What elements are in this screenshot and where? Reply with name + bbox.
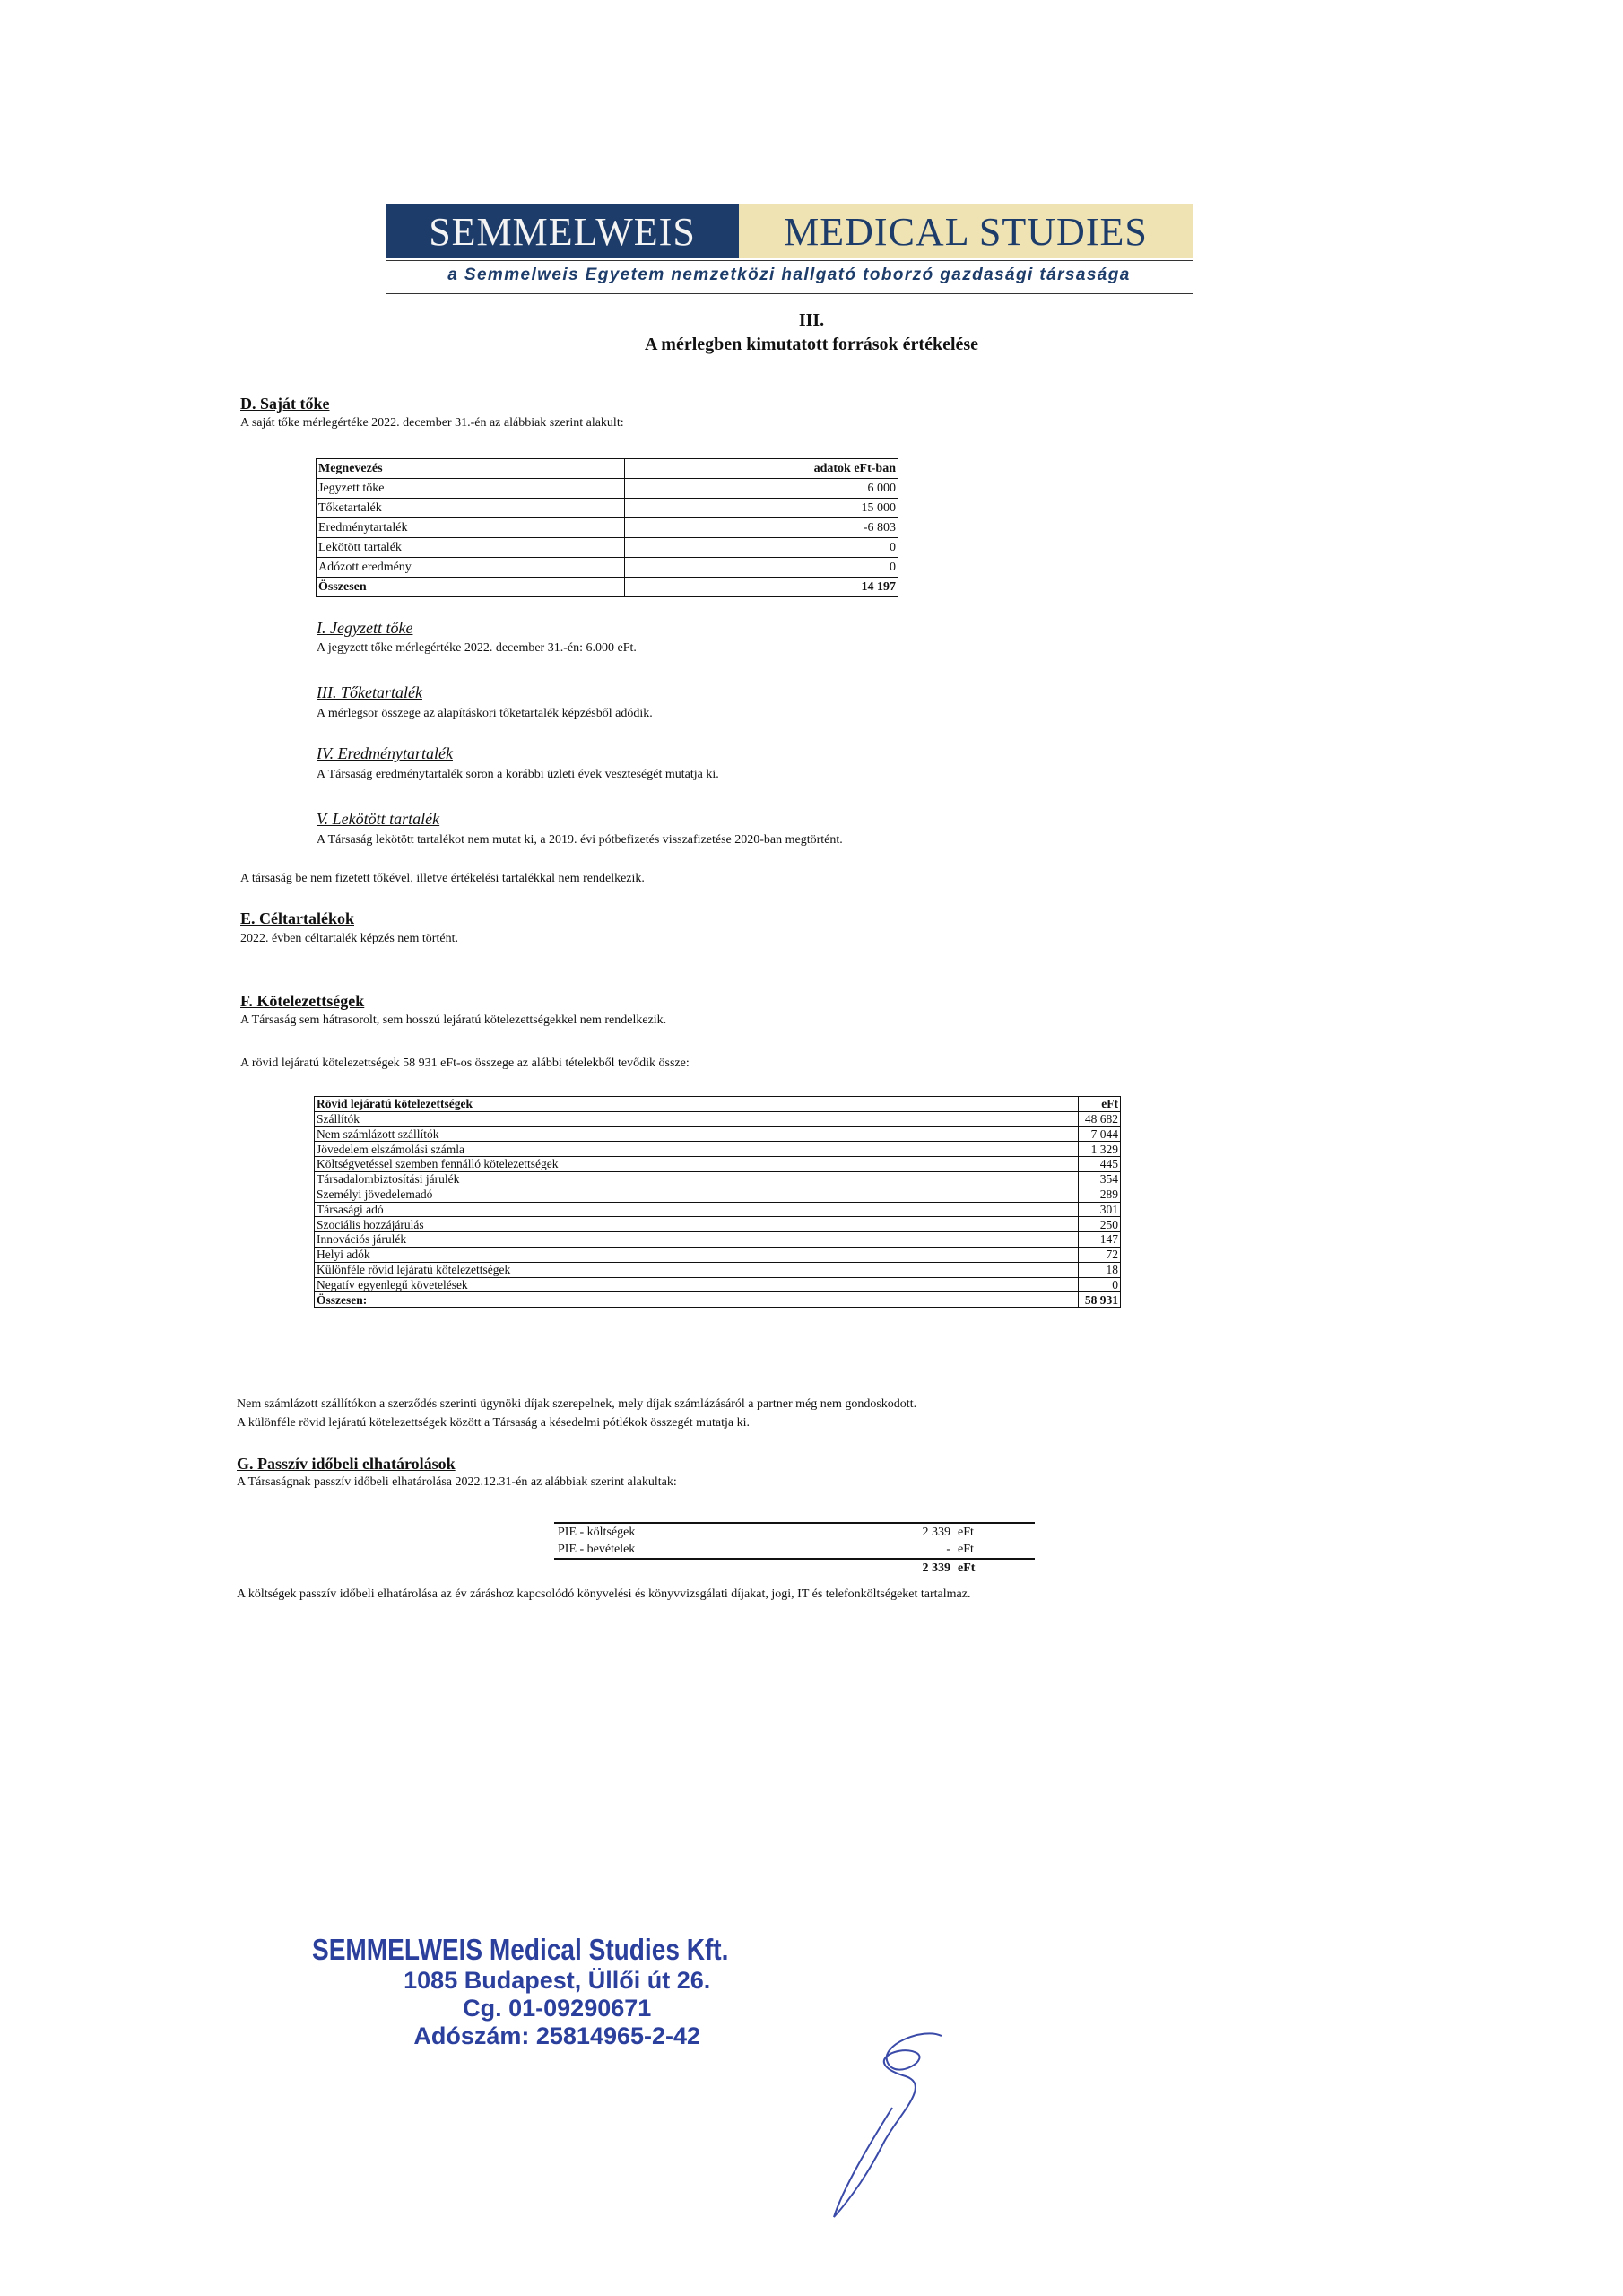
table-cell: Szociális hozzájárulás	[315, 1217, 1079, 1232]
table-cell: 72	[1079, 1247, 1121, 1262]
header-rule-top	[386, 260, 1193, 261]
sub-text-toketartalek: A mérlegsor összege az alapításkori tőketartalék képzésből adódik.	[317, 707, 653, 720]
table-cell: 289	[1079, 1187, 1121, 1202]
section-d-note: A társaság be nem fizetett tőkével, illetve értékelési tartalékkal nem rendelkezik.	[240, 872, 645, 885]
table-cell: Különféle rövid lejáratú kötelezettségek	[315, 1262, 1079, 1277]
table-header-row	[315, 1097, 1121, 1112]
table-cell: 14 197	[625, 578, 898, 597]
banner-left: SEMMELWEIS	[386, 204, 739, 258]
table-row	[317, 518, 898, 538]
table-cell: 0	[625, 538, 898, 558]
section-f-heading: F. Kötelezettségek	[240, 992, 365, 1010]
table-cell: Szállítók	[315, 1111, 1079, 1126]
sub-heading-lekotott: V. Lekötött tartalék	[317, 810, 440, 828]
handwritten-signature	[807, 2009, 986, 2224]
section-d-intro: A saját tőke mérlegértéke 2022. december 31.-én az alábbiak szerint alakult:	[240, 416, 624, 430]
table-cell: Adózott eredmény	[317, 558, 625, 578]
table-cell: eFt	[954, 1523, 1035, 1541]
table-cell: Összesen:	[315, 1292, 1079, 1308]
stamp-tax-number: Adószám: 25814965-2-42	[413, 2022, 701, 2049]
table-row	[315, 1157, 1121, 1172]
section-e-heading: E. Céltartalékok	[240, 909, 354, 927]
table-row	[317, 558, 898, 578]
table-total-row	[317, 578, 898, 597]
section-e-text: 2022. évben céltartalék képzés nem történt.	[240, 932, 458, 945]
table-cell: 2 339	[830, 1523, 954, 1541]
table-cell: eFt	[958, 1561, 976, 1575]
table-header-cell: Rövid lejáratú kötelezettségek	[315, 1097, 1079, 1112]
table-cell: Társadalombiztosítási járulék	[315, 1171, 1079, 1187]
table-cell: Jövedelem elszámolási számla	[315, 1142, 1079, 1157]
table-cell: 6 000	[625, 479, 898, 499]
table-header-cell: eFt	[1079, 1097, 1121, 1112]
table-row	[315, 1247, 1121, 1262]
sub-text-jegyzett: A jegyzett tőke mérlegértéke 2022. december 31.-én: 6.000 eFt.	[317, 641, 637, 655]
section-g-heading: G. Passzív időbeli elhatárolások	[237, 1455, 456, 1473]
table-header-cell: Megnevezés	[317, 459, 625, 479]
table-cell: Költségvetéssel szemben fennálló kötelezettségek	[315, 1157, 1079, 1172]
table-cell: 0	[1079, 1277, 1121, 1292]
table-row	[315, 1187, 1121, 1202]
table-cell: -6 803	[625, 518, 898, 538]
header-banner	[386, 204, 1193, 258]
sub-heading-toketartalek: III. Tőketartalék	[317, 683, 422, 701]
header-rule-bottom	[386, 293, 1193, 294]
table-cell: 48 682	[1079, 1111, 1121, 1126]
table-cell: -	[830, 1541, 954, 1559]
table-cell: 7 044	[1079, 1126, 1121, 1142]
table-cell: eFt	[954, 1541, 1035, 1559]
table-cell: Nem számlázott szállítók	[315, 1126, 1079, 1142]
table-cell: 445	[1079, 1157, 1121, 1172]
table-total-row	[315, 1292, 1121, 1308]
table-row	[317, 479, 898, 499]
table-cell: Eredménytartalék	[317, 518, 625, 538]
table-row	[315, 1171, 1121, 1187]
sub-text-eredmenytartalek: A Társaság eredménytartalék soron a korábbi üzleti évek veszteségét mutatja ki.	[317, 768, 719, 781]
table-cell	[554, 1559, 830, 1577]
table-cell: 1 329	[1079, 1142, 1121, 1157]
table-cell: 2 339	[922, 1561, 950, 1575]
table-cell: 0	[625, 558, 898, 578]
table-cell: Jegyzett tőke	[317, 479, 625, 499]
section-f-note2: A különféle rövid lejáratú kötelezettségek között a Társaság a késedelmi pótlékok összegét mutatja ki.	[237, 1416, 750, 1430]
table-cell: 147	[1079, 1232, 1121, 1248]
table-row	[317, 499, 898, 518]
accruals-table	[554, 1522, 1035, 1577]
table-cell: 301	[1079, 1202, 1121, 1217]
stamp-company-name: SEMMELWEIS Medical Studies Kft.	[312, 1933, 729, 1966]
section-number: III.	[798, 310, 825, 330]
stamp-registration: Cg. 01-09290671	[463, 1995, 652, 2022]
table-row	[315, 1232, 1121, 1248]
table-cell: 58 931	[1079, 1292, 1121, 1308]
section-f-note1: Nem számlázott szállítókon a szerződés szerinti ügynöki díjak szerepelnek, mely díjak számlázásáról a partner még nem gondoskodott.	[237, 1397, 917, 1411]
table-row	[317, 538, 898, 558]
liabilities-table	[314, 1096, 1121, 1308]
table-row	[315, 1262, 1121, 1277]
banner-right: MEDICAL STUDIES	[739, 204, 1193, 258]
table-cell: Személyi jövedelemadó	[315, 1187, 1079, 1202]
table-cell: 354	[1079, 1171, 1121, 1187]
table-cell: Lekötött tartalék	[317, 538, 625, 558]
table-row	[315, 1277, 1121, 1292]
table-header-row	[317, 459, 898, 479]
sub-heading-jegyzett: I. Jegyzett tőke	[317, 619, 413, 637]
sub-heading-eredmenytartalek: IV. Eredménytartalék	[317, 744, 453, 762]
table-cell: 15 000	[625, 499, 898, 518]
table-row	[315, 1217, 1121, 1232]
table-total-row	[554, 1559, 1035, 1577]
table-row	[554, 1541, 1035, 1559]
table-cell: Negatív egyenlegű követelések	[315, 1277, 1079, 1292]
sub-text-lekotott: A Társaság lekötött tartalékot nem mutat ki, a 2019. évi pótbefizetés visszafizetése 2020-ban megtörtént.	[317, 833, 843, 847]
table-cell: Összesen	[317, 578, 625, 597]
page-title: A mérlegben kimutatott források értékelése	[644, 335, 979, 354]
table-header-cell: adatok eFt-ban	[625, 459, 898, 479]
header-subtitle: a Semmelweis Egyetem nemzetközi hallgató toborzó gazdasági társasága	[447, 265, 1131, 284]
section-f-text1: A Társaság sem hátrasorolt, sem hosszú lejáratú kötelezettségekkel nem rendelkezik.	[240, 1013, 667, 1027]
section-g-intro: A Társaságnak passzív időbeli elhatárolása 2022.12.31-én az alábbiak szerint alakultak:	[237, 1475, 677, 1489]
section-d-heading: D. Saját tőke	[240, 395, 330, 413]
table-cell: PIE - költségek	[554, 1523, 830, 1541]
table-cell: 18	[1079, 1262, 1121, 1277]
table-row	[315, 1126, 1121, 1142]
table-cell: Helyi adók	[315, 1247, 1079, 1262]
table-row	[554, 1523, 1035, 1541]
table-cell: Tőketartalék	[317, 499, 625, 518]
table-cell: 250	[1079, 1217, 1121, 1232]
table-cell: Társasági adó	[315, 1202, 1079, 1217]
stamp-address: 1085 Budapest, Üllői út 26.	[404, 1967, 711, 1994]
section-g-note: A költségek passzív időbeli elhatárolása az év záráshoz kapcsolódó könyvelési és könyvvizsgálati díjakat, jogi, IT és telefonköltségeket tartalmaz.	[237, 1587, 971, 1601]
table-cell: PIE - bevételek	[554, 1541, 830, 1559]
equity-table	[316, 458, 898, 597]
section-f-text2: A rövid lejáratú kötelezettségek 58 931 eFt-os összege az alábbi tételekből tevődik össze:	[240, 1057, 690, 1070]
table-row	[315, 1142, 1121, 1157]
table-cell: Innovációs járulék	[315, 1232, 1079, 1248]
table-row	[315, 1111, 1121, 1126]
company-stamp	[312, 1933, 802, 2050]
table-row	[315, 1202, 1121, 1217]
